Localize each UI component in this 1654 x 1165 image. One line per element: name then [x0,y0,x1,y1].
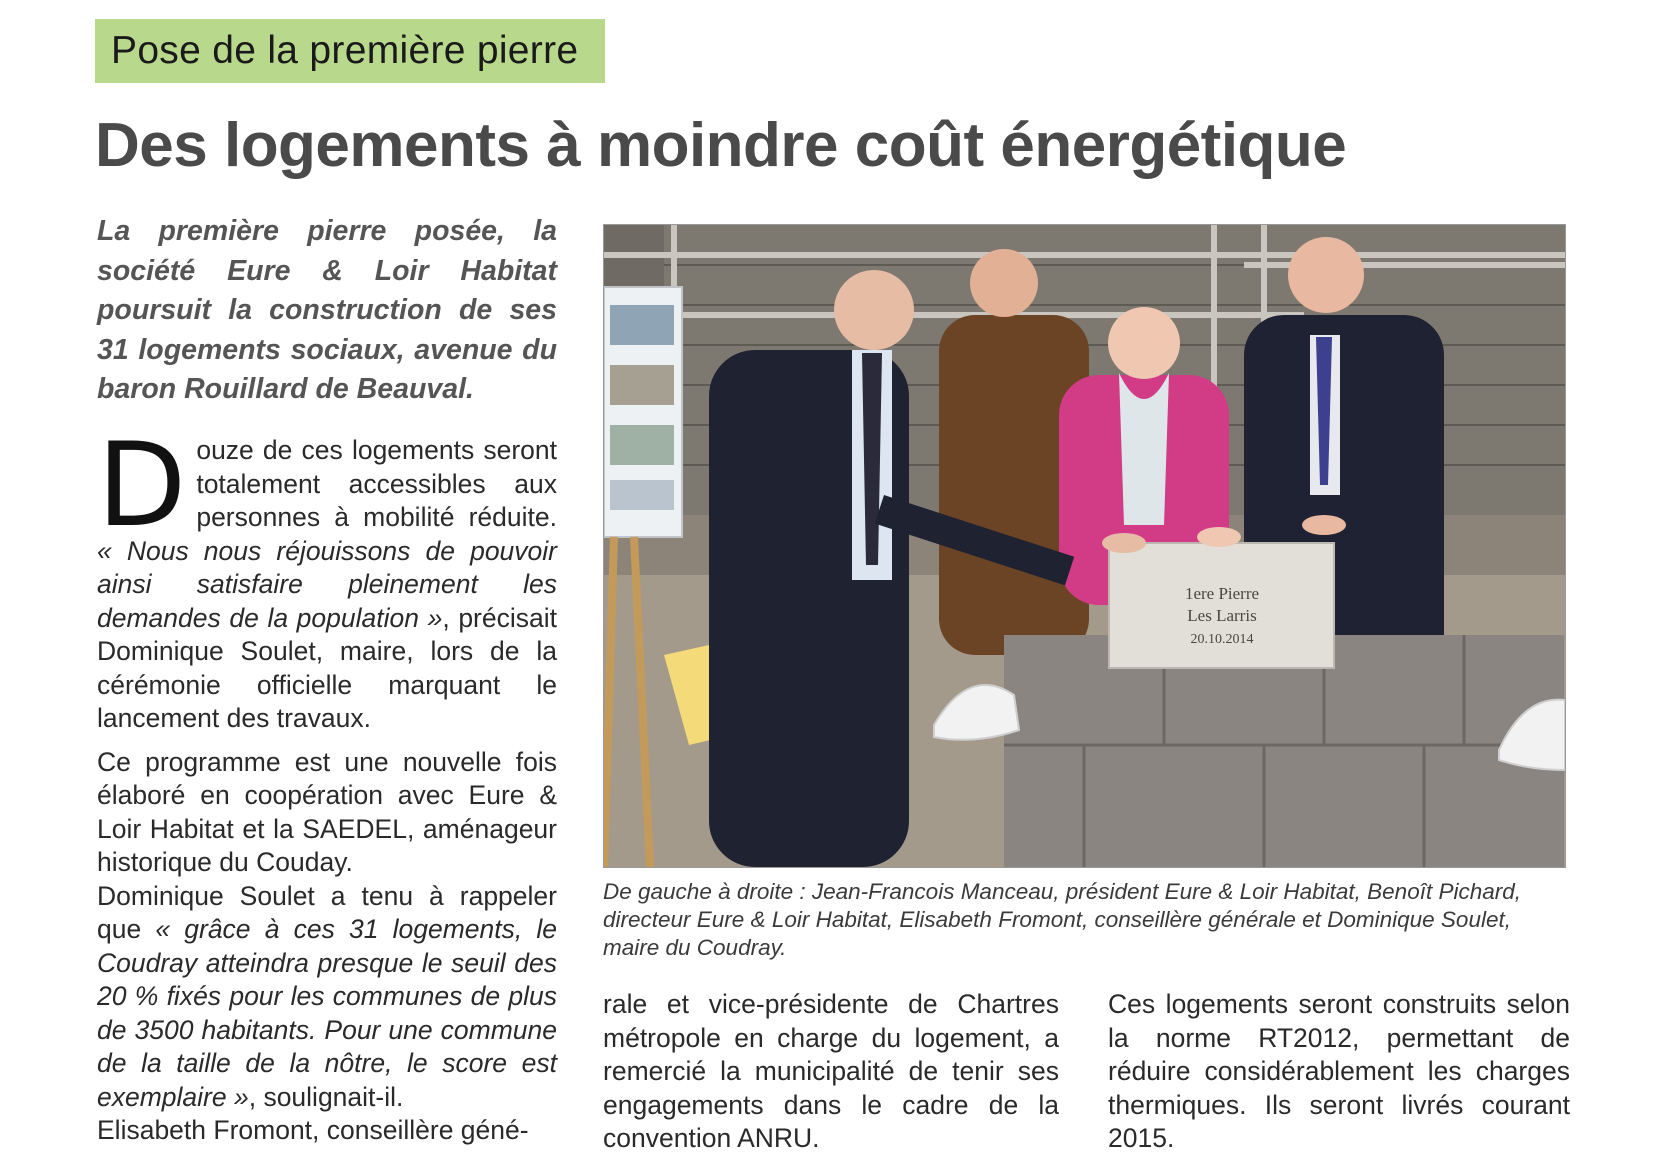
paragraph-1-text: ouze de ces logements seront totalement accessibles aux personnes à mobilité réduite. [196,435,557,532]
paragraph-3-text: Dominique Soulet a tenu à rappeler que [97,880,557,944]
stone-inscription-line-3: 20.10.2014 [1190,632,1254,647]
paragraph-1-quote: « Nous nous réjouissons de pouvoir ainsi satisfaire pleinement les demandes de la population » [97,535,557,633]
stone-inscription-line-2: Les Larris [1187,606,1257,625]
article-lead: La première pierre posée, la société Eure & Loir Habitat poursuit la construction de ses 31 logements sociaux, avenue du baron Rouillard de Beauval. [97,215,557,405]
article-column-3 [1108,988,1570,1156]
paragraph-5: Ces logements seront construits selon la norme RT2012, permettant de réduire considérablement les charges thermiques. Ils seront livrés courant 2015. [1108,989,1570,1153]
article-headline: Des logements à moindre coût énergétique [95,111,1347,180]
paragraph-3-end: , soulignait-il. [248,1081,404,1112]
paragraph-2: Ce programme est une nouvelle fois élaboré en coopération avec Eure & Loir Habitat et la SAEDEL, aménageur historique du Couday. [97,746,557,877]
paragraph-4-continued: rale et vice-présidente de Chartres métropole en charge du logement, a remercié la municipalité de tenir ses engagements dans le cadre de la convention ANRU. [603,989,1059,1153]
section-kicker: Pose de la première pierre [95,19,605,83]
article-column-2 [603,988,1059,1156]
paragraph-3-quote: « grâce à ces 31 logements, le Coudray atteindra presque le seuil des 20 % fixés pour les communes de plus de 3500 habitants. Pour une commune de la taille de la nôtre, le score est exemplaire » [97,914,557,1112]
paragraph-1-end: , précisait Dominique Soulet, maire, lors de la cérémonie officielle marquant le lancement des travaux. [97,602,557,733]
drop-cap: D [97,418,187,553]
stone-inscription-line-1: 1ere Pierre [1184,584,1260,603]
paragraph-4-start: Elisabeth Fromont, conseillère géné- [97,1115,529,1145]
article-column-1 [97,418,557,1148]
ceremony-photo [603,224,1566,868]
photo-caption: De gauche à droite : Jean-Francois Manceau, président Eure & Loir Habitat, Benoît Pichard, directeur Eure & Loir Habitat, Elisabeth Fromont, conseillère générale et Dominique Soulet, maire du Coudray. [603,879,1522,960]
